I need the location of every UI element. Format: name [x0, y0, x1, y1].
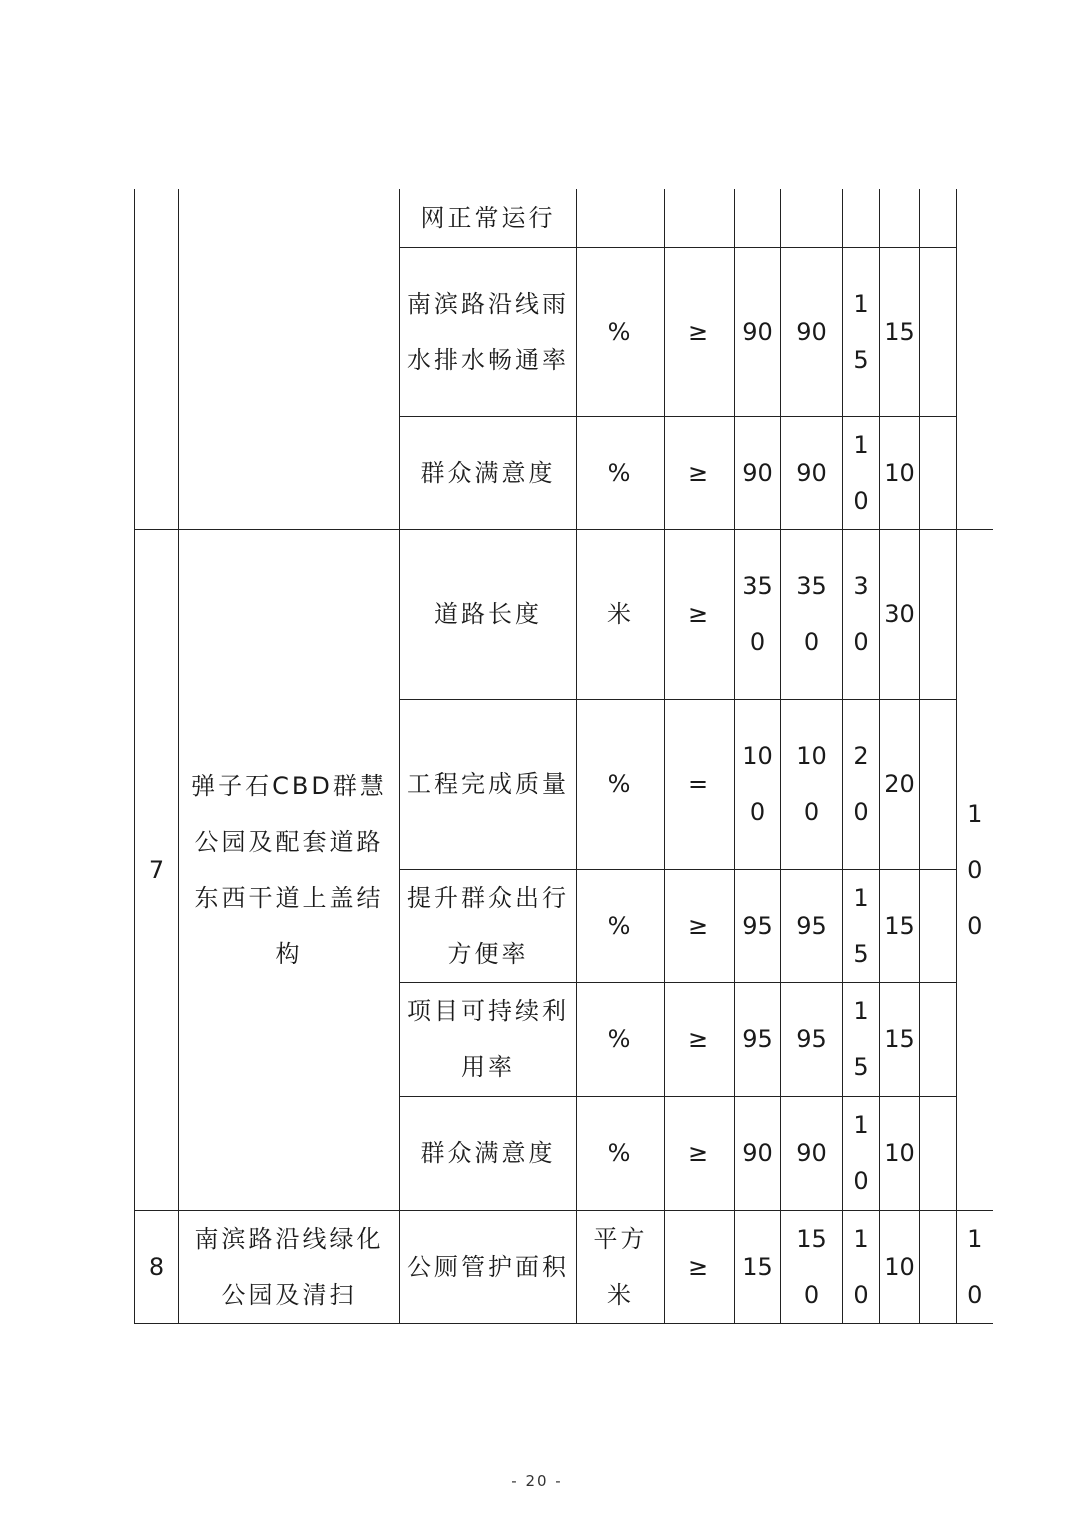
table-row — [135, 529, 993, 699]
unit-cell — [577, 189, 665, 247]
target-cell: 95 — [735, 982, 781, 1096]
symbol-cell: ≥ — [665, 1096, 735, 1210]
actual-cell: 95 — [781, 869, 843, 982]
project-name-cell — [179, 189, 400, 529]
actual-cell: 150 — [781, 1210, 843, 1323]
actual-cell: 90 — [781, 247, 843, 416]
table-row — [135, 189, 993, 247]
score-cell: 15 — [880, 247, 920, 416]
score-cell: 10 — [880, 1210, 920, 1323]
project-name-cell: 弹子石CBD群慧公园及配套道路东西干道上盖结构 — [179, 529, 400, 1210]
indicator-cell: 项目可持续利用率 — [400, 982, 577, 1096]
symbol-cell: ≥ — [665, 1210, 735, 1323]
symbol-cell: ≥ — [665, 416, 735, 529]
no-cell — [135, 189, 179, 529]
target-cell: 90 — [735, 416, 781, 529]
unit-cell: % — [577, 247, 665, 416]
score-cell: 30 — [880, 529, 920, 699]
blank-cell — [920, 189, 957, 247]
weight-cell: 10 — [843, 416, 880, 529]
blank-cell — [920, 529, 957, 699]
score-cell: 15 — [880, 869, 920, 982]
unit-cell: % — [577, 416, 665, 529]
unit-cell: 米 — [577, 529, 665, 699]
score-cell: 20 — [880, 699, 920, 869]
total-cell: 10 — [957, 1210, 993, 1323]
indicator-cell: 群众满意度 — [400, 416, 577, 529]
target-cell: 90 — [735, 247, 781, 416]
symbol-cell: ≥ — [665, 247, 735, 416]
actual-cell: 350 — [781, 529, 843, 699]
actual-cell — [781, 189, 843, 247]
blank-cell — [920, 699, 957, 869]
no-cell: 8 — [135, 1210, 179, 1323]
actual-cell: 90 — [781, 416, 843, 529]
unit-cell: % — [577, 869, 665, 982]
score-cell: 10 — [880, 416, 920, 529]
symbol-cell — [665, 189, 735, 247]
symbol-cell: ≥ — [665, 982, 735, 1096]
score-cell: 15 — [880, 982, 920, 1096]
blank-cell — [920, 869, 957, 982]
target-cell: 15 — [735, 1210, 781, 1323]
indicator-cell: 群众满意度 — [400, 1096, 577, 1210]
total-cell: 100 — [957, 529, 993, 1210]
indicator-cell: 南滨路沿线雨水排水畅通率 — [400, 247, 577, 416]
no-cell: 7 — [135, 529, 179, 1210]
blank-cell — [920, 982, 957, 1096]
weight-cell: 10 — [843, 1210, 880, 1323]
indicator-cell: 道路长度 — [400, 529, 577, 699]
blank-cell — [920, 247, 957, 416]
score-cell — [880, 189, 920, 247]
blank-cell — [920, 1096, 957, 1210]
weight-cell: 30 — [843, 529, 880, 699]
blank-cell — [920, 1210, 957, 1323]
unit-cell: % — [577, 1096, 665, 1210]
unit-cell: % — [577, 982, 665, 1096]
score-cell: 10 — [880, 1096, 920, 1210]
weight-cell: 10 — [843, 1096, 880, 1210]
indicator-cell: 工程完成质量 — [400, 699, 577, 869]
performance-indicator-table — [134, 189, 993, 1324]
target-cell: 100 — [735, 699, 781, 869]
weight-cell: 15 — [843, 982, 880, 1096]
target-cell — [735, 189, 781, 247]
indicator-cell: 公厕管护面积 — [400, 1210, 577, 1323]
blank-cell — [920, 416, 957, 529]
target-cell: 95 — [735, 869, 781, 982]
weight-cell — [843, 189, 880, 247]
target-cell: 90 — [735, 1096, 781, 1210]
symbol-cell: ≥ — [665, 869, 735, 982]
actual-cell: 95 — [781, 982, 843, 1096]
indicator-cell: 网正常运行 — [400, 189, 577, 247]
actual-cell: 90 — [781, 1096, 843, 1210]
symbol-cell: = — [665, 699, 735, 869]
unit-cell: % — [577, 699, 665, 869]
indicator-cell: 提升群众出行方便率 — [400, 869, 577, 982]
weight-cell: 20 — [843, 699, 880, 869]
symbol-cell: ≥ — [665, 529, 735, 699]
weight-cell: 15 — [843, 869, 880, 982]
project-name-cell: 南滨路沿线绿化公园及清扫 — [179, 1210, 400, 1323]
unit-cell: 平方米 — [577, 1210, 665, 1323]
total-cell — [957, 189, 993, 529]
target-cell: 350 — [735, 529, 781, 699]
table-row — [135, 1210, 993, 1323]
page-number: - 20 - — [511, 1472, 563, 1490]
actual-cell: 100 — [781, 699, 843, 869]
weight-cell: 15 — [843, 247, 880, 416]
